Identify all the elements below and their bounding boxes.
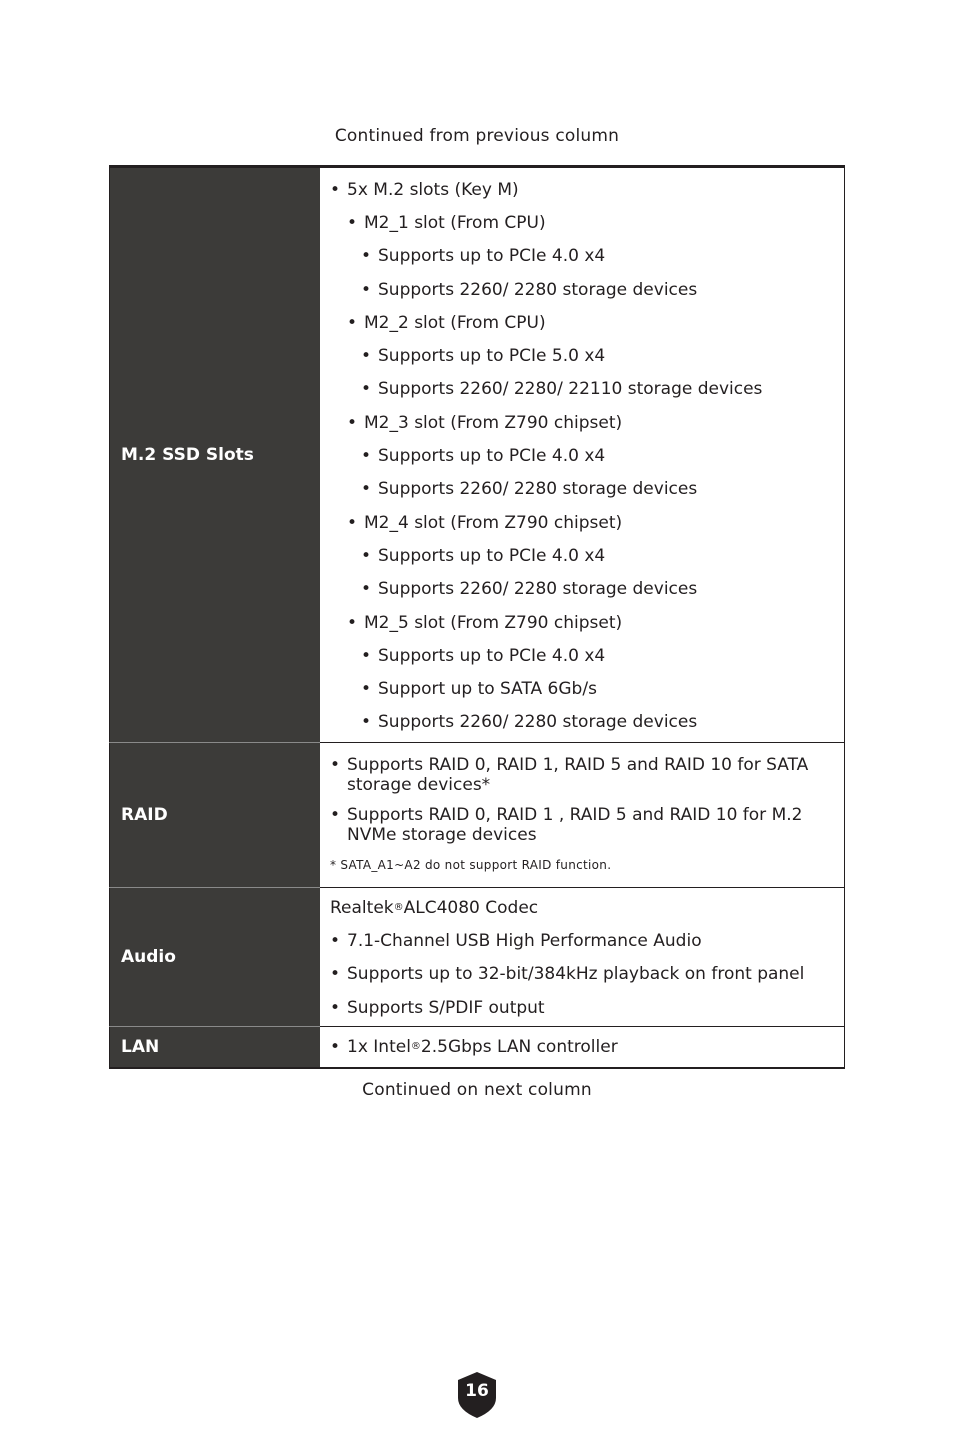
spec-row-lan: [110, 1027, 845, 1069]
continued-from-note: Continued from previous column: [334, 126, 620, 146]
list-item: • Supports S/PDIF output: [330, 997, 545, 1018]
list-item: • Supports up to PCIe 4.0 x4: [361, 246, 606, 267]
bullet-icon: •: [347, 612, 358, 633]
bullet-icon: •: [330, 805, 341, 826]
spec-label-raid: RAID: [110, 743, 321, 888]
spec-value-audio: [320, 888, 845, 1027]
bullet-icon: •: [361, 545, 372, 566]
list-item: • Supports up to PCIe 4.0 x4: [361, 645, 606, 666]
bullet-icon: •: [361, 246, 372, 267]
list-item: • Supports 2260/ 2280 storage devices: [361, 712, 698, 733]
list-item: • M2_5 slot (From Z790 chipset): [347, 612, 623, 633]
list-item: • 1x Intel ® 2.5Gbps LAN controller: [330, 1037, 618, 1058]
list-item: • M2_4 slot (From Z790 chipset): [347, 512, 623, 533]
bullet-icon: •: [361, 579, 372, 600]
spec-value-lan: [320, 1027, 845, 1069]
bullet-icon: •: [330, 930, 341, 951]
bullet-icon: •: [347, 512, 358, 533]
specifications-table: [109, 165, 845, 1069]
spec-row-m2: [110, 167, 845, 743]
bullet-icon: •: [330, 1037, 341, 1058]
bullet-icon: •: [330, 179, 341, 200]
bullet-icon: •: [361, 446, 372, 467]
bullet-icon: •: [361, 379, 372, 400]
bullet-icon: •: [347, 212, 358, 233]
bullet-icon: •: [361, 645, 372, 666]
bullet-icon: •: [330, 964, 341, 985]
spec-row-audio: [110, 888, 845, 1027]
raid-footnote: * SATA_A1~A2 do not support RAID function.: [330, 858, 612, 873]
list-item: • M2_1 slot (From CPU): [347, 212, 546, 233]
list-item: • 5x M.2 slots (Key M): [330, 179, 519, 200]
bullet-icon: •: [330, 755, 341, 776]
list-item: • Supports up to PCIe 4.0 x4: [361, 446, 606, 467]
list-item: • M2_2 slot (From CPU): [347, 312, 546, 333]
bullet-icon: •: [361, 279, 372, 300]
bullet-icon: •: [330, 997, 341, 1018]
page-number-badge: [458, 1372, 496, 1418]
bullet-icon: •: [361, 346, 372, 367]
list-item: • Supports 2260/ 2280/ 22110 storage devices: [361, 379, 763, 400]
spec-label-lan: LAN: [110, 1027, 321, 1069]
bullet-icon: •: [361, 712, 372, 733]
list-item: • Supports RAID 0, RAID 1, RAID 5 and RAID 10 for SATA storage devices*: [330, 755, 809, 796]
audio-codec: Realtek ® ALC4080 Codec: [330, 897, 539, 918]
spec-value-raid: [320, 743, 845, 888]
list-item: • Supports RAID 0, RAID 1 , RAID 5 and RAID 10 for M.2 NVMe storage devices: [330, 805, 803, 846]
list-item: • Supports up to PCIe 4.0 x4: [361, 545, 606, 566]
page-number: 16: [465, 1381, 489, 1401]
bullet-icon: •: [347, 312, 358, 333]
list-item: • Supports up to PCIe 5.0 x4: [361, 346, 606, 367]
list-item: • 7.1-Channel USB High Performance Audio: [330, 930, 702, 951]
spec-label-m2: M.2 SSD Slots: [110, 167, 321, 743]
continued-on-note: Continued on next column: [362, 1080, 592, 1100]
list-item: • Supports 2260/ 2280 storage devices: [361, 579, 698, 600]
spec-value-m2: [320, 167, 845, 743]
list-item: • Supports 2260/ 2280 storage devices: [361, 479, 698, 500]
bullet-icon: •: [361, 679, 372, 700]
bullet-icon: •: [361, 479, 372, 500]
spec-label-audio: Audio: [110, 888, 321, 1027]
bullet-icon: •: [347, 412, 358, 433]
spec-row-raid: [110, 743, 845, 888]
list-item: • Supports up to 32-bit/384kHz playback on front panel: [330, 964, 805, 985]
list-item: • M2_3 slot (From Z790 chipset): [347, 412, 623, 433]
list-item: • Support up to SATA 6Gb/s: [361, 679, 597, 700]
list-item: • Supports 2260/ 2280 storage devices: [361, 279, 698, 300]
